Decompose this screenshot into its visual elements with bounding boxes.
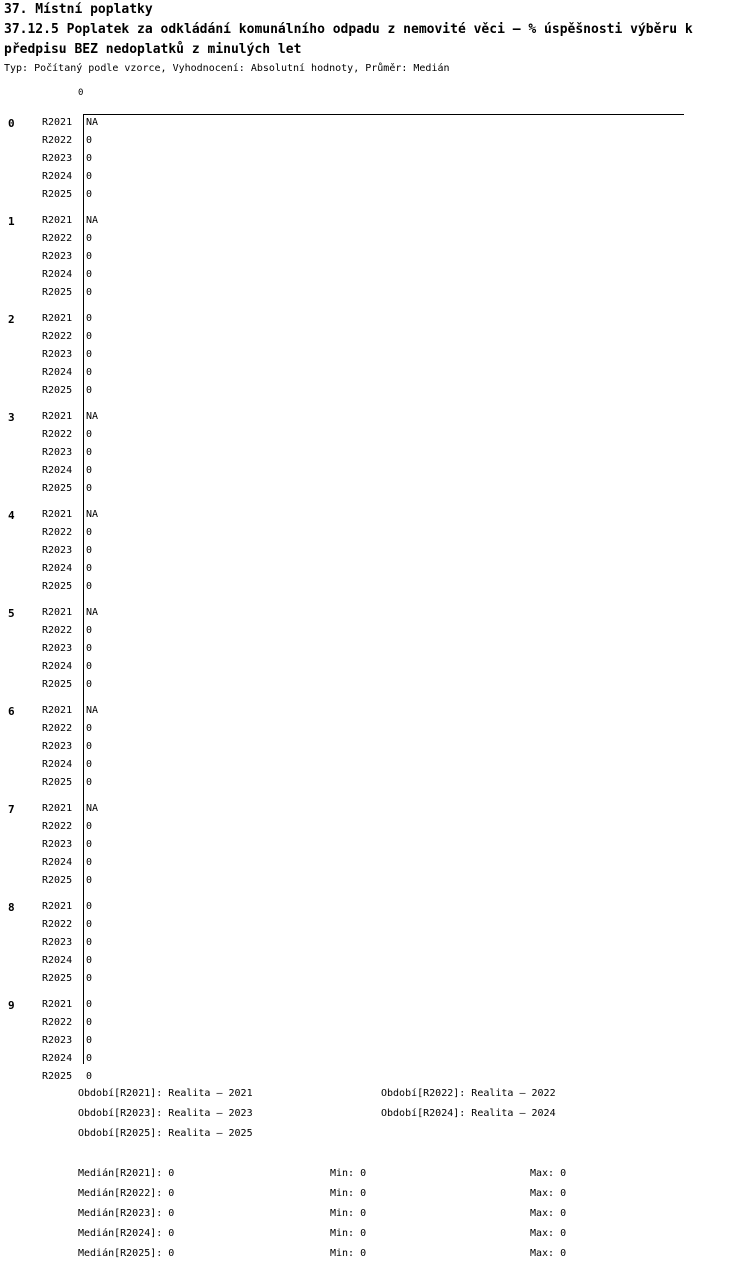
statistics-row — [0, 1168, 750, 1188]
statistics-row — [0, 1208, 750, 1228]
bar-row — [0, 955, 750, 973]
bar-row — [0, 331, 750, 349]
bar-row — [0, 679, 750, 697]
bar-row — [0, 135, 750, 153]
bar-row — [0, 171, 750, 189]
bar-row-label: R2025 — [42, 777, 73, 788]
bar-row-label: R2023 — [42, 349, 73, 360]
bar-row-value: 0 — [86, 723, 93, 734]
bar-row — [0, 287, 750, 305]
bar-row — [0, 661, 750, 679]
bar-group — [0, 705, 750, 795]
bar-row-label: R2024 — [42, 661, 73, 672]
bar-row-value: 0 — [86, 153, 93, 164]
bar-row-value: 0 — [86, 287, 93, 298]
bar-group — [0, 411, 750, 501]
bar-row-label: R2025 — [42, 875, 73, 886]
bar-row — [0, 429, 750, 447]
bar-row — [0, 447, 750, 465]
bar-row — [0, 215, 750, 233]
statistic-median: Medián[R2023]: 0 — [78, 1208, 175, 1219]
bar-row-label: R2023 — [42, 741, 73, 752]
bar-row-value: 0 — [86, 367, 93, 378]
bar-row-value: 0 — [86, 349, 93, 360]
bar-row-value: 0 — [86, 679, 93, 690]
bar-row-label: R2022 — [42, 527, 73, 538]
bar-row — [0, 973, 750, 991]
bar-row-value: 0 — [86, 839, 93, 850]
bar-row-label: R2021 — [42, 999, 73, 1010]
bar-group — [0, 901, 750, 991]
bar-row — [0, 189, 750, 207]
bar-row-label: R2022 — [42, 919, 73, 930]
statistic-median: Medián[R2021]: 0 — [78, 1168, 175, 1179]
statistic-median: Medián[R2024]: 0 — [78, 1228, 175, 1239]
statistic-min: Min: 0 — [330, 1208, 367, 1219]
bar-row-label: R2023 — [42, 643, 73, 654]
bar-row — [0, 643, 750, 661]
bar-row-label: R2022 — [42, 331, 73, 342]
bar-row — [0, 857, 750, 875]
bar-row-label: R2025 — [42, 1071, 73, 1082]
statistic-max: Max: 0 — [530, 1188, 567, 1199]
statistic-max: Max: 0 — [530, 1248, 567, 1259]
bar-group — [0, 313, 750, 403]
bar-row-label: R2025 — [42, 679, 73, 690]
bar-row — [0, 465, 750, 483]
bar-row-value: 0 — [86, 189, 93, 200]
chart-meta: Typ: Počítaný podle vzorce, Vyhodnocení: Absolutní hodnoty, Průměr: Medián — [4, 63, 450, 74]
statistic-min: Min: 0 — [330, 1168, 367, 1179]
bar-row-label: R2021 — [42, 117, 73, 128]
legend-item: Období[R2023]: Realita – 2023 — [78, 1108, 253, 1119]
bar-row-label: R2022 — [42, 135, 73, 146]
bar-group-index: 4 — [8, 509, 15, 522]
bar-row-value: 0 — [86, 777, 93, 788]
bar-row-label: R2024 — [42, 269, 73, 280]
statistic-max: Max: 0 — [530, 1208, 567, 1219]
bar-row — [0, 153, 750, 171]
legend-item: Období[R2025]: Realita – 2025 — [78, 1128, 253, 1139]
bar-group-index: 2 — [8, 313, 15, 326]
bar-row — [0, 723, 750, 741]
bar-row — [0, 999, 750, 1017]
bar-row-label: R2023 — [42, 251, 73, 262]
bar-row-label: R2024 — [42, 563, 73, 574]
legend-item: Období[R2022]: Realita – 2022 — [381, 1088, 556, 1099]
bar-row-label: R2024 — [42, 857, 73, 868]
bar-row-label: R2021 — [42, 607, 73, 618]
bar-row — [0, 777, 750, 795]
plot-area — [0, 88, 750, 1082]
bar-row-value: 0 — [86, 901, 93, 912]
bar-row — [0, 563, 750, 581]
bar-row-label: R2023 — [42, 839, 73, 850]
bar-row-value: 0 — [86, 233, 93, 244]
axis-top-line — [83, 114, 684, 115]
bar-row-value: 0 — [86, 447, 93, 458]
bar-row-value: 0 — [86, 857, 93, 868]
bar-row-value: 0 — [86, 661, 93, 672]
bar-row-value: 0 — [86, 563, 93, 574]
statistic-median: Medián[R2022]: 0 — [78, 1188, 175, 1199]
bar-row-value: 0 — [86, 875, 93, 886]
legend-item: Období[R2024]: Realita – 2024 — [381, 1108, 556, 1119]
bar-row — [0, 839, 750, 857]
bar-row-value: 0 — [86, 385, 93, 396]
bar-row-label: R2022 — [42, 429, 73, 440]
bar-row — [0, 901, 750, 919]
bar-group-index: 8 — [8, 901, 15, 914]
bar-row-label: R2023 — [42, 153, 73, 164]
bar-row — [0, 581, 750, 599]
bar-row-value: 0 — [86, 919, 93, 930]
bar-row-label: R2021 — [42, 901, 73, 912]
bar-row-label: R2021 — [42, 411, 73, 422]
statistic-max: Max: 0 — [530, 1168, 567, 1179]
bar-row-label: R2025 — [42, 287, 73, 298]
bar-row-label: R2025 — [42, 973, 73, 984]
bar-row-value: 0 — [86, 269, 93, 280]
bar-row-label: R2021 — [42, 705, 73, 716]
bar-row-value: 0 — [86, 1017, 93, 1028]
bar-row-value: NA — [86, 411, 99, 422]
bar-row-value: 0 — [86, 171, 93, 182]
bar-row-value: 0 — [86, 1035, 93, 1046]
statistic-min: Min: 0 — [330, 1228, 367, 1239]
bar-row-label: R2023 — [42, 447, 73, 458]
bar-row-value: 0 — [86, 545, 93, 556]
bar-row — [0, 313, 750, 331]
bar-row — [0, 1053, 750, 1071]
bar-row — [0, 385, 750, 403]
bar-row — [0, 821, 750, 839]
bar-row-label: R2024 — [42, 955, 73, 966]
bar-row-label: R2025 — [42, 581, 73, 592]
section-title: 37. Místní poplatky — [4, 2, 153, 17]
bar-row-value: 0 — [86, 429, 93, 440]
legend-item: Období[R2021]: Realita – 2021 — [78, 1088, 253, 1099]
bar-row-label: R2022 — [42, 821, 73, 832]
bar-row-label: R2024 — [42, 171, 73, 182]
bar-row-label: R2022 — [42, 723, 73, 734]
bar-row-value: NA — [86, 803, 99, 814]
bar-row-value: 0 — [86, 331, 93, 342]
statistic-min: Min: 0 — [330, 1188, 367, 1199]
axis-tick-label: 0 — [78, 88, 84, 98]
bar-row-value: 0 — [86, 759, 93, 770]
bar-row — [0, 367, 750, 385]
bar-row — [0, 937, 750, 955]
bar-group-index: 7 — [8, 803, 15, 816]
bar-row — [0, 527, 750, 545]
bar-row-label: R2025 — [42, 189, 73, 200]
bar-group — [0, 999, 750, 1089]
bar-row-label: R2022 — [42, 1017, 73, 1028]
bar-row-value: NA — [86, 509, 99, 520]
statistic-median: Medián[R2025]: 0 — [78, 1248, 175, 1259]
bar-row-value: 0 — [86, 821, 93, 832]
bar-row — [0, 803, 750, 821]
bar-row-value: NA — [86, 117, 99, 128]
bar-row — [0, 1017, 750, 1035]
bar-row — [0, 349, 750, 367]
bar-group-index: 6 — [8, 705, 15, 718]
bar-row-label: R2023 — [42, 1035, 73, 1046]
bar-group-index: 0 — [8, 117, 15, 130]
bar-row — [0, 411, 750, 429]
bar-row-label: R2023 — [42, 937, 73, 948]
bar-row — [0, 919, 750, 937]
bar-group-index: 1 — [8, 215, 15, 228]
bar-row-value: 0 — [86, 643, 93, 654]
bar-row — [0, 625, 750, 643]
bar-group — [0, 215, 750, 305]
bar-row — [0, 1035, 750, 1053]
bar-row-value: 0 — [86, 581, 93, 592]
bar-group — [0, 607, 750, 697]
bar-row — [0, 1071, 750, 1089]
bar-row-value: 0 — [86, 135, 93, 146]
bar-group-index: 3 — [8, 411, 15, 424]
bar-row-label: R2024 — [42, 367, 73, 378]
bar-row-label: R2021 — [42, 215, 73, 226]
bar-row-value: 0 — [86, 625, 93, 636]
bar-row-value: NA — [86, 705, 99, 716]
bar-row — [0, 269, 750, 287]
page-title: 37.12.5 Poplatek za odkládání komunálního odpadu z nemovité věci – % úspěšnosti výběru k předpisu BEZ nedoplatků z minulých let — [4, 22, 693, 57]
bar-row-label: R2024 — [42, 465, 73, 476]
bar-row-label: R2021 — [42, 313, 73, 324]
bar-row-value: 0 — [86, 955, 93, 966]
bar-row-label: R2022 — [42, 625, 73, 636]
bar-row — [0, 759, 750, 777]
bar-row-value: 0 — [86, 527, 93, 538]
bar-row — [0, 545, 750, 563]
statistic-min: Min: 0 — [330, 1248, 367, 1259]
bar-row-value: 0 — [86, 973, 93, 984]
bar-row-value: 0 — [86, 465, 93, 476]
statistics-row — [0, 1228, 750, 1248]
bar-row-value: NA — [86, 607, 99, 618]
statistics-row — [0, 1248, 750, 1268]
bar-row-value: 0 — [86, 1053, 93, 1064]
bar-group-index: 9 — [8, 999, 15, 1012]
bar-row — [0, 607, 750, 625]
bar-row-value: 0 — [86, 937, 93, 948]
bar-row-label: R2023 — [42, 545, 73, 556]
bar-row-value: 0 — [86, 251, 93, 262]
bar-row — [0, 117, 750, 135]
bar-row-label: R2024 — [42, 1053, 73, 1064]
bar-row-value: 0 — [86, 999, 93, 1010]
statistic-max: Max: 0 — [530, 1228, 567, 1239]
bar-row — [0, 875, 750, 893]
bar-row-value: 0 — [86, 741, 93, 752]
bar-row-value: 0 — [86, 313, 93, 324]
bar-row-label: R2025 — [42, 385, 73, 396]
bar-row — [0, 705, 750, 723]
bar-row — [0, 509, 750, 527]
bar-row-label: R2021 — [42, 803, 73, 814]
bar-row-label: R2024 — [42, 759, 73, 770]
bar-row-value: 0 — [86, 1071, 93, 1082]
bar-group — [0, 509, 750, 599]
bar-row-label: R2025 — [42, 483, 73, 494]
bar-row-value: NA — [86, 215, 99, 226]
bar-group — [0, 803, 750, 893]
bar-row-label: R2021 — [42, 509, 73, 520]
bar-row-value: 0 — [86, 483, 93, 494]
bar-group — [0, 117, 750, 207]
bar-row-label: R2022 — [42, 233, 73, 244]
statistics-row — [0, 1188, 750, 1208]
bar-row — [0, 741, 750, 759]
bar-row — [0, 251, 750, 269]
bar-row — [0, 483, 750, 501]
bar-row — [0, 233, 750, 251]
bar-group-index: 5 — [8, 607, 15, 620]
